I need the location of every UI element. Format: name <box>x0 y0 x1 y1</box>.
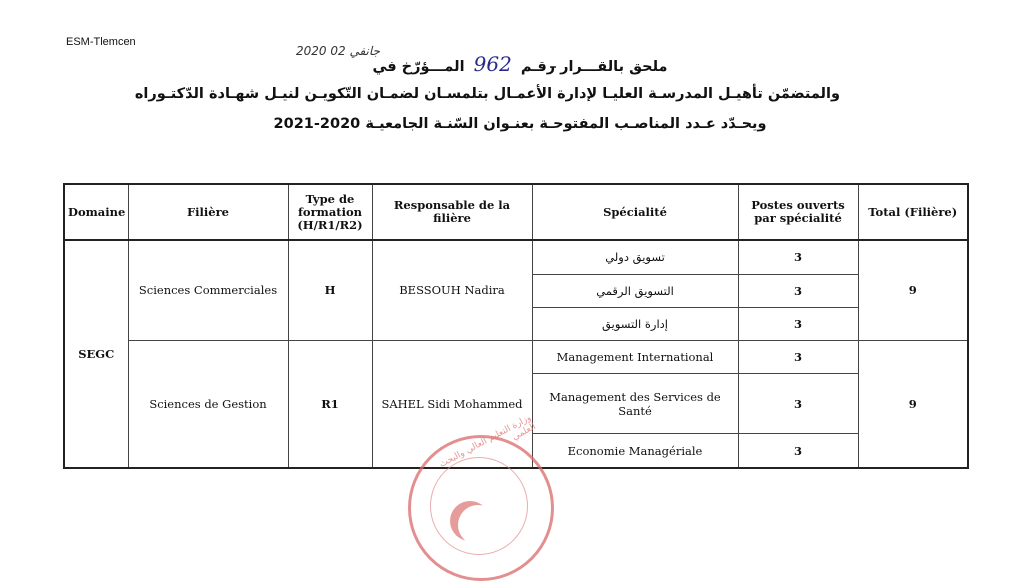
filiere-cell: Sciences Commerciales <box>128 240 288 340</box>
responsable-cell: SAHEL Sidi Mohammed <box>372 340 532 468</box>
col-postes: Postes ouverts par spécialité <box>738 184 858 240</box>
stamp-text: وزارة التعليم العالي والبحث العلمي <box>437 413 538 470</box>
decree-number: 962 <box>473 52 512 76</box>
table-row <box>64 340 968 373</box>
postes-cell: 3 <box>738 274 858 307</box>
specialite-cell: Management International <box>532 340 738 373</box>
type-cell: H <box>288 240 372 340</box>
postes-cell: 3 <box>738 340 858 373</box>
organization-label: ESM-Tlemcen <box>66 36 136 48</box>
col-type: Type de formation (H/R1/R2) <box>288 184 372 240</box>
responsable-cell: BESSOUH Nadira <box>372 240 532 340</box>
col-specialite: Spécialité <box>532 184 738 240</box>
postes-cell: 3 <box>738 373 858 433</box>
total-cell: 9 <box>858 240 968 340</box>
postes-cell: 3 <box>738 434 858 468</box>
domaine-cell: SEGC <box>64 240 128 468</box>
crescent-icon <box>458 505 498 545</box>
specialite-cell: إدارة التسويق <box>532 307 738 340</box>
total-cell: 9 <box>858 340 968 468</box>
header-line-1 <box>200 52 840 76</box>
postes-cell: 3 <box>738 307 858 340</box>
filiere-cell: Sciences de Gestion <box>128 340 288 468</box>
header-line-2: والمتضمّن تأهيـل المدرسـة العليـا لإدارة الأعمـال بتلمسـان لضمـان التّكويـن لنيـل شهـادة الدّكتـوراه <box>134 86 840 102</box>
col-filiere: Filière <box>128 184 288 240</box>
specialite-cell: تسويق دولي <box>532 240 738 274</box>
table-header-row <box>64 184 968 240</box>
specialite-cell: التسويق الرقمي <box>532 274 738 307</box>
table-row <box>64 240 968 274</box>
specialite-cell: Management des Services de Santé <box>532 373 738 433</box>
col-domaine: Domaine <box>64 184 128 240</box>
type-cell: R1 <box>288 340 372 468</box>
col-responsable: Responsable de la filière <box>372 184 532 240</box>
header-line-3: ويحـدّد عـدد المناصـب المفتوحـة بعنـوان السّنـة الجامعيـة 2020-2021 <box>273 116 767 132</box>
header-line-1-prefix: ملحق بالقـــرار رقـم <box>520 59 668 75</box>
header-line-1-suffix: المـــؤرّخ في <box>372 59 465 75</box>
col-total: Total (Filière) <box>858 184 968 240</box>
decree-date: 2020 جانفي 02 <box>296 44 380 58</box>
postes-cell: 3 <box>738 240 858 274</box>
specialite-cell: Economie Managériale <box>532 434 738 468</box>
